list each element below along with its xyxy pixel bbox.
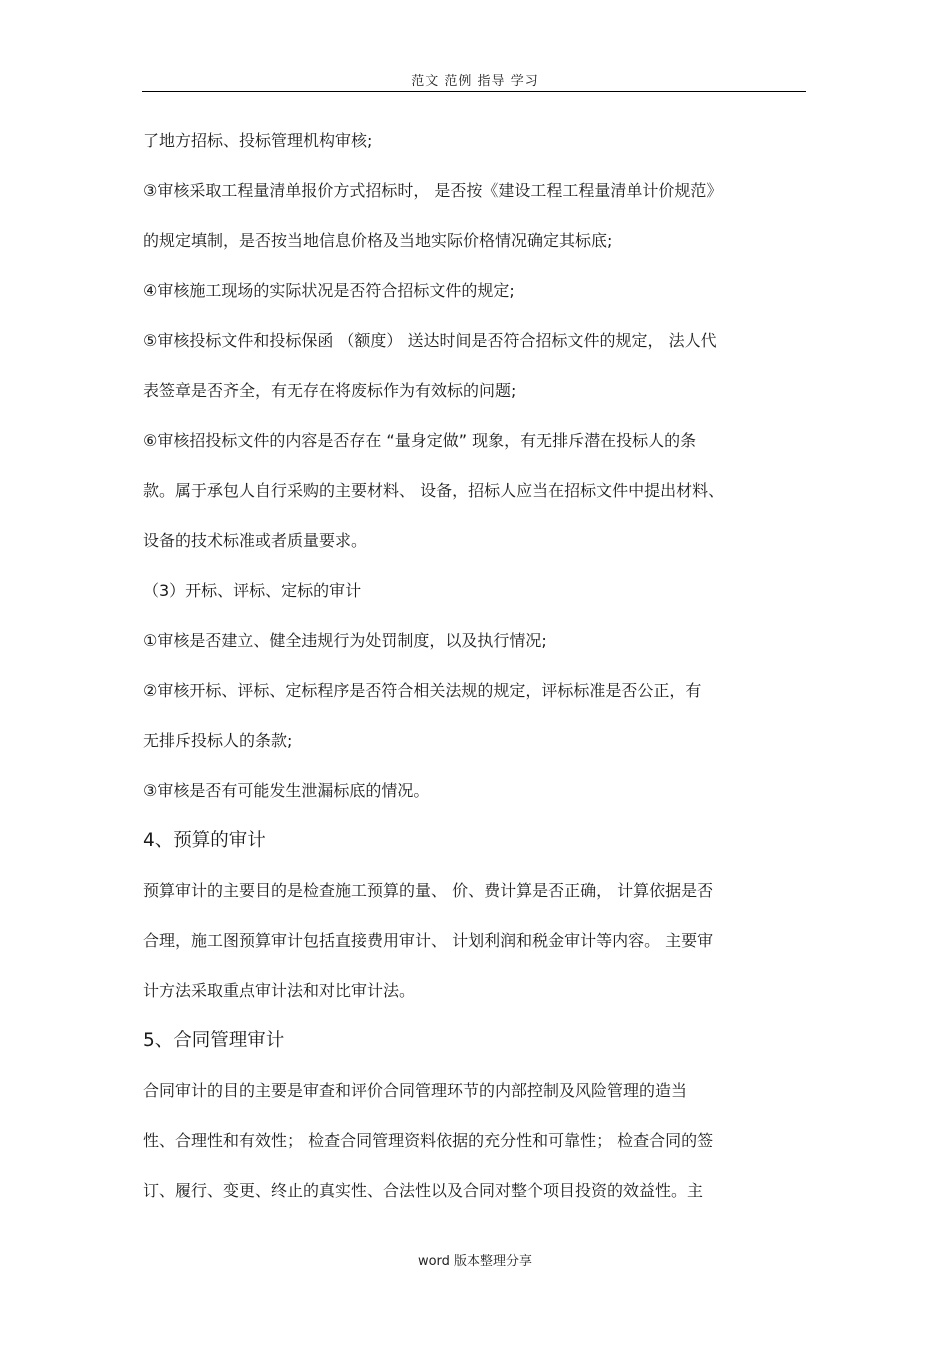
- body-line: ①审核是否建立、健全违规行为处罚制度，以及执行情况;: [143, 631, 547, 650]
- body-line: 预算审计的主要目的是检查施工预算的量、 价、费计算是否正确， 计算依据是否: [143, 881, 714, 900]
- body-line: 计方法采取重点审计法和对比审计法。: [143, 981, 416, 1000]
- page-footer: word 版本整理分享: [417, 1254, 533, 1269]
- body-line: 表签章是否齐全，有无存在将废标作为有效标的问题;: [143, 381, 517, 400]
- body-line: ③审核采取工程量清单报价方式招标时， 是否按《建设工程工程量清单计价规范》: [143, 181, 723, 200]
- body-line: 的规定填制，是否按当地信息价格及当地实际价格情况确定其标底;: [143, 231, 613, 250]
- section-subheading: （3）开标、评标、定标的审计: [143, 581, 362, 600]
- body-line: ④审核施工现场的实际状况是否符合招标文件的规定;: [143, 281, 515, 300]
- section-heading: 4、预算的审计: [143, 830, 266, 851]
- body-line: 性、合理性和有效性； 检查合同管理资料依据的充分性和可靠性； 检查合同的签: [143, 1131, 714, 1150]
- body-line: 了地方招标、投标管理机构审核;: [143, 131, 373, 150]
- body-line: ②审核开标、评标、定标程序是否符合相关法规的规定，评标标准是否公正，有: [143, 681, 702, 700]
- header-divider: [142, 91, 806, 92]
- body-line: ③审核是否有可能发生泄漏标底的情况。: [143, 781, 430, 800]
- body-line: 合同审计的目的主要是审查和评价合同管理环节的内部控制及风险管理的造当: [143, 1081, 688, 1100]
- body-line: ⑥审核招投标文件的内容是否存在 “量身定做” 现象，有无排斥潜在投标人的条: [143, 431, 697, 450]
- body-line: 订、履行、变更、终止的真实性、合法性以及合同对整个项目投资的效益性。主: [143, 1181, 704, 1200]
- body-line: 设备的技术标准或者质量要求。: [143, 531, 368, 550]
- page-header: 范文 范例 指导 学习: [411, 74, 539, 89]
- section-heading: 5、合同管理审计: [143, 1030, 285, 1051]
- body-line: 无排斥投标人的条款;: [143, 731, 293, 750]
- body-line: 款。属于承包人自行采购的主要材料、 设备，招标人应当在招标文件中提出材料、: [143, 481, 725, 500]
- body-line: ⑤审核投标文件和投标保函 （额度） 送达时间是否符合招标文件的规定， 法人代: [143, 331, 717, 350]
- body-line: 合理，施工图预算审计包括直接费用审计、 计划利润和税金审计等内容。 主要审: [143, 931, 714, 950]
